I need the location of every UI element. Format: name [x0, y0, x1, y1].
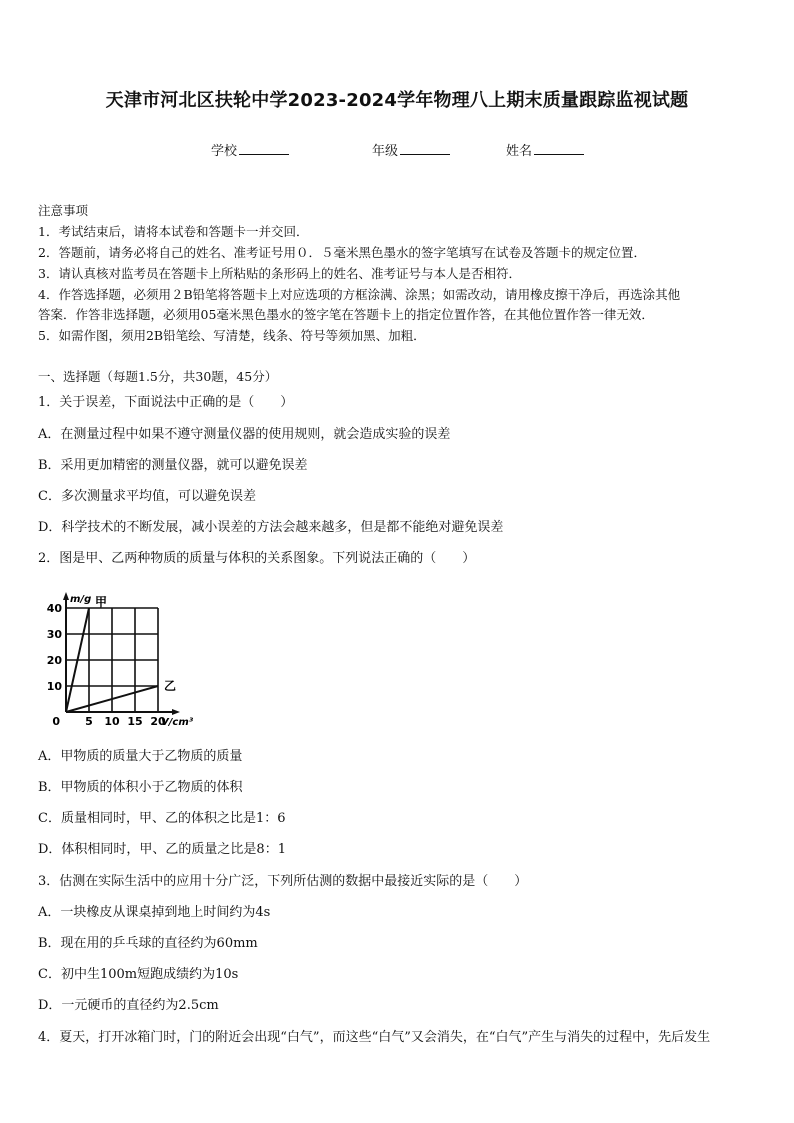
x-tick-label: 20	[150, 715, 166, 728]
notice-item: 3．请认真核对监考员在答题卡上所粘贴的条形码上的姓名、准考证号与本人是否相符．	[38, 266, 521, 281]
notice-heading: 注意事项	[38, 203, 89, 218]
series-label: 乙	[164, 679, 177, 693]
grade-field	[372, 140, 450, 159]
question-4-stem: 4．夏天，打开冰箱门时，门的附近会出现“白气”，而这些“白气”又会消失，在“白气”产生与消失的过程中，先后发生	[38, 1030, 711, 1045]
grade-label: 年级	[372, 144, 399, 159]
question-2-option-b: B．甲物质的体积小于乙物质的体积	[38, 780, 243, 795]
question-3-stem: 3．估测在实际生活中的应用十分广泛，下列所估测的数据中最接近实际的是（ ）	[38, 874, 528, 889]
x-tick-label: 10	[104, 715, 120, 728]
origin-label: 0	[52, 715, 60, 728]
name-field	[506, 140, 584, 159]
question-1-option-b: B．采用更加精密的测量仪器，就可以避免误差	[38, 458, 308, 473]
name-label: 姓名	[506, 144, 533, 159]
notice-item: 2．答题前，请务必将自己的姓名、准考证号用０．５毫米黑色墨水的签字笔填写在试卷及答题卡的规定位置．	[38, 245, 646, 260]
question-2-stem: 2．图是甲、乙两种物质的质量与体积的关系图象。下列说法正确的（ ）	[38, 551, 476, 566]
y-axis-arrow	[63, 592, 69, 600]
y-tick-label: 40	[46, 602, 62, 615]
question-1-stem: 1．关于误差，下面说法中正确的是（ ）	[38, 395, 294, 410]
school-field	[211, 140, 289, 159]
question-3-option-b: B．现在用的乒乓球的直径约为60mm	[38, 936, 258, 951]
school-blank	[239, 142, 289, 155]
series-label: 甲	[95, 595, 108, 609]
y-axis-label: m/g	[70, 594, 92, 605]
notice-item: 4．作答选择题，必须用２B铅笔将答题卡上对应选项的方框涂满、涂黑；如需改动，请用橡皮擦干净后，再选涂其他	[38, 287, 681, 302]
mass-volume-chart	[46, 588, 216, 728]
y-tick-label: 10	[46, 680, 62, 693]
question-2-option-a: A．甲物质的质量大于乙物质的质量	[38, 749, 243, 764]
y-tick-label: 30	[46, 628, 62, 641]
grade-blank	[400, 142, 450, 155]
x-tick-label: 15	[127, 715, 143, 728]
question-1-option-d: D．科学技术的不断发展，减小误差的方法会越来越多，但是都不能绝对避免误差	[38, 520, 504, 535]
y-tick-label: 20	[46, 654, 62, 667]
question-1-option-c: C．多次测量求平均值，可以避免误差	[38, 489, 256, 504]
question-1-option-a: A．在测量过程中如果不遵守测量仪器的使用规则，就会造成实验的误差	[38, 427, 451, 442]
school-label: 学校	[211, 144, 238, 159]
page-title: 天津市河北区扶轮中学2023-2024学年物理八上期末质量跟踪监视试题	[105, 90, 689, 111]
question-3-option-d: D．一元硬币的直径约为2.5cm	[38, 998, 219, 1013]
mass-volume-chart-svg	[46, 588, 216, 728]
section-heading: 一、选择题（每题1.5分，共30题，45分）	[38, 369, 278, 384]
notice-item: 1．考试结束后，请将本试卷和答题卡一并交回．	[38, 224, 309, 239]
x-axis-label: V/cm³	[161, 717, 194, 728]
x-axis-arrow	[172, 709, 180, 715]
question-3-option-a: A．一块橡皮从课桌掉到地上时间约为4s	[38, 905, 271, 920]
name-blank	[534, 142, 584, 155]
notice-item: 答案．作答非选择题，必须用05毫米黑色墨水的签字笔在答题卡上的指定位置作答，在其他位置作答一律无效．	[38, 307, 654, 322]
notice-item: 5．如需作图，须用2B铅笔绘、写清楚，线条、符号等须加黑、加粗．	[38, 328, 426, 343]
x-tick-label: 5	[85, 715, 93, 728]
question-2-option-d: D．体积相同时，甲、乙的质量之比是8：1	[38, 842, 286, 857]
question-3-option-c: C．初中生100m短跑成绩约为10s	[38, 967, 239, 982]
question-2-option-c: C．质量相同时，甲、乙的体积之比是1：6	[38, 811, 286, 826]
